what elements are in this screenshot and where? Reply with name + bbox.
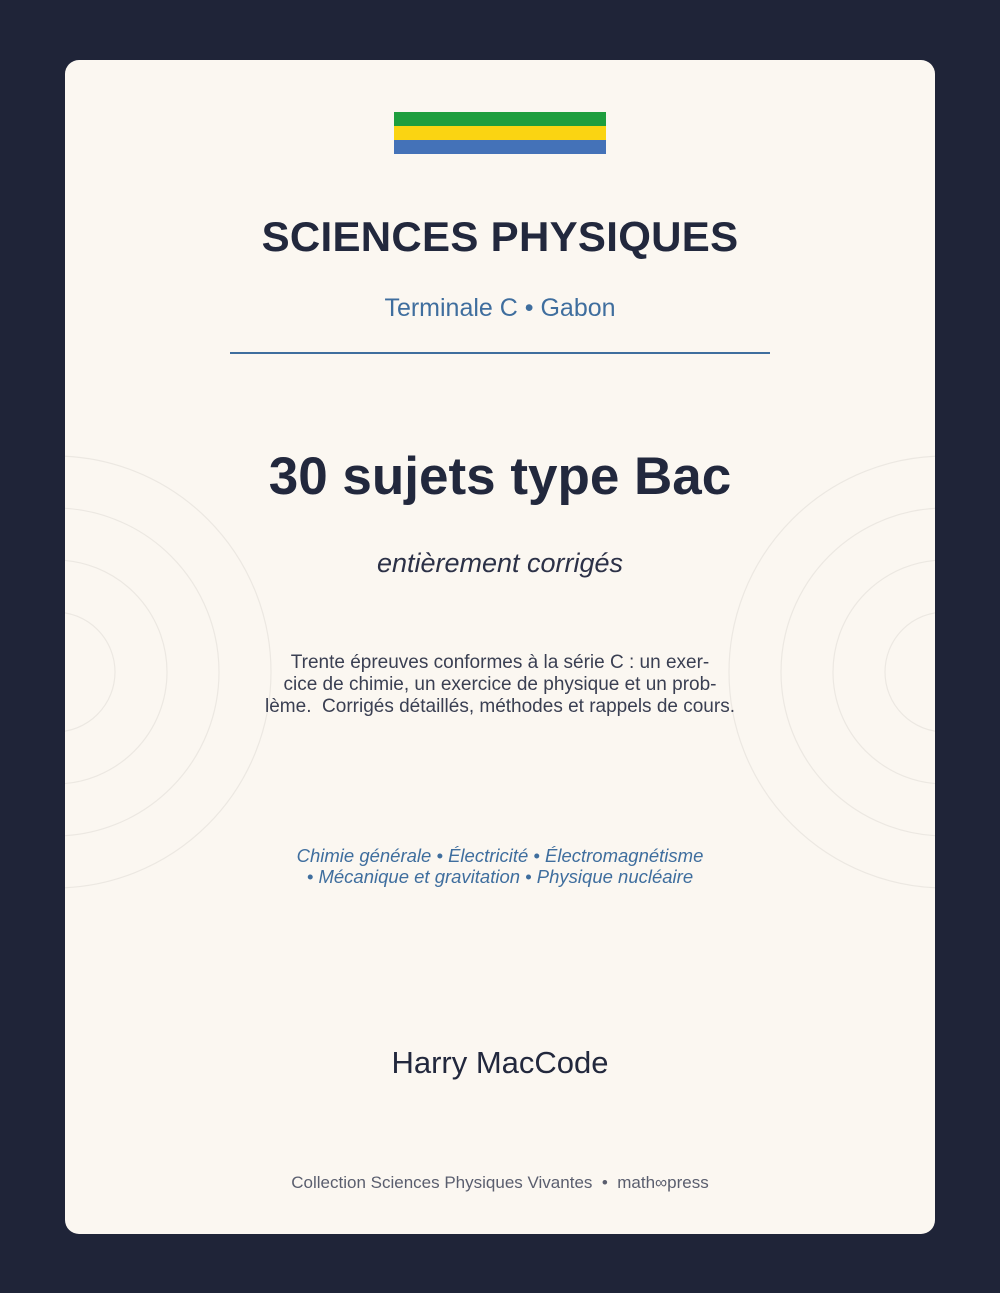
author-name: Harry MacCode (391, 1045, 609, 1080)
cover-title: SCIENCES PHYSIQUES (261, 213, 739, 260)
flag-stripe-green (394, 112, 606, 126)
description-line: cice de chimie, un exercice de physique et un prob- (283, 674, 717, 695)
flag-stripe-yellow (394, 126, 606, 140)
topics-list (235, 845, 765, 887)
description-line: Trente épreuves conformes à la série C : un exer- (290, 652, 710, 673)
main-title: 30 sujets type Bac (268, 447, 732, 506)
collection-footer: Collection Sciences Physiques Vivantes • math∞press (291, 1173, 709, 1192)
topics-line: Chimie générale • Électricité • Électromagnétisme (296, 845, 704, 866)
tagline: entièrement corrigés (376, 548, 624, 578)
gabon-flag (394, 112, 606, 154)
topics-line: • Mécanique et gravitation • Physique nucléaire (306, 866, 694, 887)
description (235, 652, 765, 718)
flag-stripe-blue (394, 140, 606, 154)
book-cover (65, 60, 935, 1234)
divider (230, 352, 770, 354)
description-line: lème. Corrigés détaillés, méthodes et rappels de cours. (265, 696, 735, 717)
cover-subtitle: Terminale C • Gabon (384, 294, 616, 322)
